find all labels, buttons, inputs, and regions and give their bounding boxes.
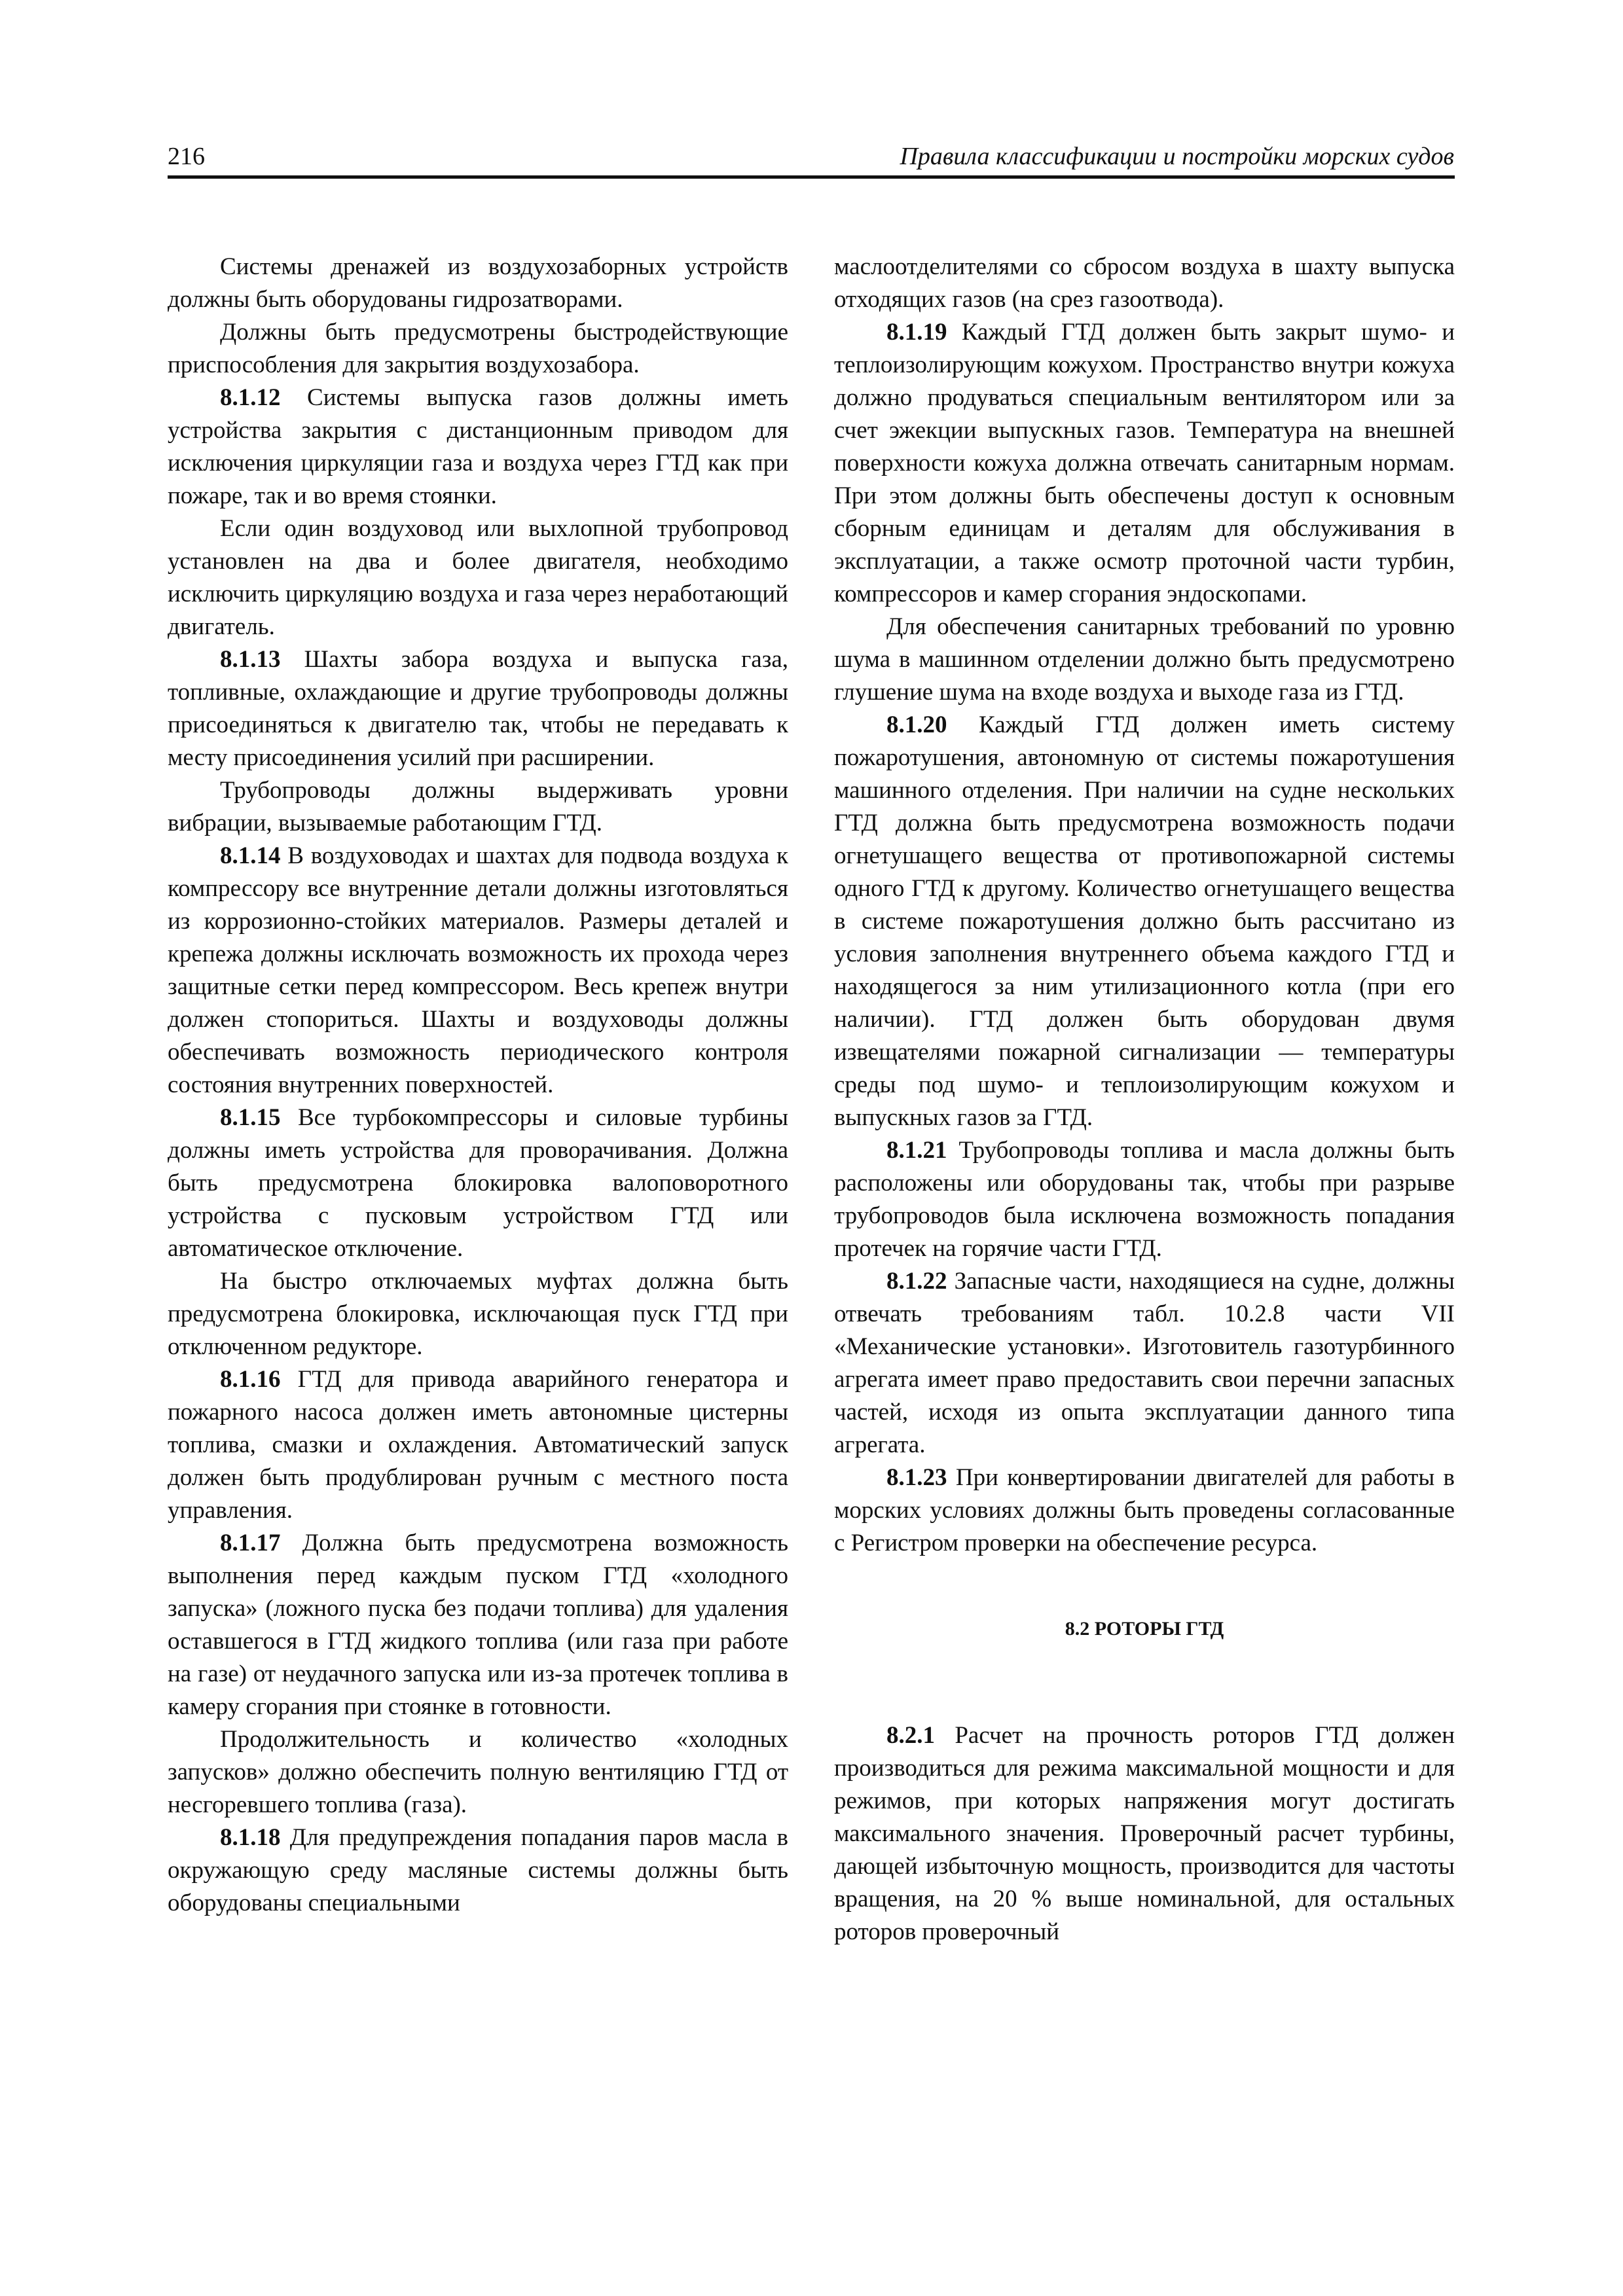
paragraph-text: На быстро отключаемых муфтах должна быть предусмотрена блокировка, исключающая пуск ГТД при отключенном редукторе. bbox=[168, 1268, 788, 1360]
clause-number: 8.1.18 bbox=[220, 1824, 281, 1851]
paragraph-text: Продолжительность и количество «холодных запусков» должно обеспечить полную вентиляцию ГТД от несгоревшего топлива (газа). bbox=[168, 1726, 788, 1818]
clause-number: 8.1.13 bbox=[220, 646, 281, 673]
clause-paragraph bbox=[168, 643, 788, 774]
right-column-bottom bbox=[834, 1719, 1455, 1948]
paragraph-text: Системы выпуска газов должны иметь устройства закрытия с дистанционным приводом для исключения циркуляции газа и воздуха через ГТД как при пожаре, так и во время стоянки. bbox=[168, 384, 788, 509]
paragraph bbox=[168, 251, 788, 316]
clause-number: 8.1.15 bbox=[220, 1104, 281, 1131]
paragraph-text: Трубопроводы должны выдерживать уровни вибрации, вызываемые работающим ГТД. bbox=[168, 777, 788, 836]
clause-number: 8.1.20 bbox=[886, 711, 947, 738]
section-heading: 8.2 РОТОРЫ ГТД bbox=[1065, 1618, 1224, 1640]
paragraph-text: В воздуховодах и шахтах для подвода воздуха к компрессору все внутренние детали должны изготовляться из коррозионно-стойких материалов. Размеры деталей и крепежа должны исключать возможность их прохода через защитные сетки перед компрессором. Весь крепеж внутри должен стопориться. Шахты и воздуховоды должны обеспечивать возможность периодического контроля состояния внутренних поверхностей. bbox=[168, 842, 788, 1098]
paragraph bbox=[168, 774, 788, 840]
paragraph bbox=[834, 251, 1455, 316]
paragraph-text: Для обеспечения санитарных требований по уровню шума в машинном отделении должно быть предусмотрено глушение шума на входе воздуха и выходе газа из ГТД. bbox=[834, 613, 1455, 706]
page-number: 216 bbox=[168, 143, 205, 170]
paragraph-text: Каждый ГТД должен быть закрыт шумо- и теплоизолирующим кожухом. Пространство внутри кожуха должно продуваться специальным вентилятором или за счет эжекции выпускных газов. Температура на внешней поверхности кожуха должна отвечать санитарным нормам. При этом должны быть обеспечены доступ к основным сборным единицам и деталям для обслуживания в эксплуатации, а также осмотр проточной части турбин, компрессоров и камер сгорания эндоскопами. bbox=[834, 319, 1455, 607]
clause-paragraph bbox=[168, 382, 788, 512]
paragraph bbox=[168, 1265, 788, 1363]
clause-number: 8.1.17 bbox=[220, 1530, 281, 1556]
paragraph-text: ГТД для привода аварийного генератора и пожарного насоса должен иметь автономные цистерны топлива, смазки и охлаждения. Автоматический запуск должен быть продублирован ручным с местного поста управления. bbox=[168, 1366, 788, 1524]
header-rule bbox=[168, 175, 1455, 179]
clause-number: 8.1.21 bbox=[886, 1137, 947, 1164]
paragraph bbox=[834, 611, 1455, 709]
clause-paragraph bbox=[834, 1265, 1455, 1462]
clause-number: 8.1.22 bbox=[886, 1268, 947, 1295]
paragraph-text: Системы дренажей из воздухозаборных устройств должны быть оборудованы гидрозатворами. bbox=[168, 253, 788, 313]
clause-paragraph bbox=[834, 1134, 1455, 1265]
paragraph bbox=[168, 1723, 788, 1821]
left-column bbox=[168, 251, 788, 1920]
paragraph-text: Для предупреждения попадания паров масла в окружающую среду масляные системы должны быть оборудованы специальными bbox=[168, 1824, 789, 1916]
right-column-top bbox=[834, 251, 1455, 1560]
paragraph-text: Запасные части, находящиеся на судне, должны отвечать требованиям табл. 10.2.8 части VII «Механические установки». Изготовитель газотурбинного агрегата имеет право предоставить свои перечни запасных частей, исходя из опыта эксплуатации данного типа агрегата. bbox=[834, 1268, 1455, 1458]
paragraph-text: Расчет на прочность роторов ГТД должен производиться для режима максимальной мощности и для режимов, при которых напряжения могут достигать максимального значения. Проверочный расчет турбины, дающей избыточную мощность, производится для частоты вращения, на 20 % выше номинальной, для остальных роторов проверочный bbox=[834, 1722, 1455, 1945]
clause-paragraph bbox=[834, 1719, 1455, 1948]
paragraph-text: Каждый ГТД должен иметь систему пожаротушения, автономную от системы пожаротушения машинного отделения. При наличии на судне нескольких ГТД должна быть предусмотрена возможность подачи огнетушащего вещества от противопожарной системы одного ГТД к другому. Количество огнетушащего вещества в системе пожаротушения должно быть рассчитано из условия заполнения внутреннего объема каждого ГТД и находящегося за ним утилизационного котла (при его наличии). ГТД должен быть оборудован двумя извещателями пожарной сигнализации — температуры среды под шумо- и теплоизолирующим кожухом и выпускных газов за ГТД. bbox=[834, 711, 1455, 1131]
clause-paragraph bbox=[834, 316, 1455, 611]
running-header-title: Правила классификации и постройки морских судов bbox=[900, 143, 1454, 170]
clause-paragraph bbox=[168, 1527, 788, 1723]
clause-number: 8.1.19 bbox=[886, 319, 947, 346]
paragraph-text: Шахты забора воздуха и выпуска газа, топливные, охлаждающие и другие трубопроводы должны присоединяться к двигателю так, чтобы не передавать к месту присоединения усилий при расширении. bbox=[168, 646, 788, 771]
paragraph-text: Должна быть предусмотрена возможность выполнения перед каждым пуском ГТД «холодного запуска» (ложного пуска без подачи топлива) для удаления оставшегося в ГТД жидкого топлива (или газа при работе на газе) от неудачного запуска или из-за протечек топлива в камеру сгорания при стоянке в готовности. bbox=[168, 1530, 788, 1720]
clause-number: 8.1.23 bbox=[886, 1464, 947, 1491]
clause-number: 8.1.12 bbox=[220, 384, 281, 411]
clause-paragraph bbox=[834, 709, 1455, 1134]
paragraph-text: Все турбокомпрессоры и силовые турбины должны иметь устройства для проворачивания. Должна быть предусмотрена блокировка валоповоротного устройства с пусковым устройством ГТД или автоматическое отключение. bbox=[168, 1104, 788, 1262]
paragraph-text: Должны быть предусмотрены быстродействующие приспособления для закрытия воздухозабора. bbox=[168, 319, 788, 378]
paragraph-text: маслоотделителями со сбросом воздуха в шахту выпуска отходящих газов (на срез газоотвода). bbox=[834, 253, 1455, 313]
clause-paragraph bbox=[168, 1821, 788, 1920]
right-column bbox=[834, 251, 1455, 1948]
clause-number: 8.1.14 bbox=[220, 842, 281, 869]
paragraph bbox=[168, 512, 788, 643]
clause-number: 8.1.16 bbox=[220, 1366, 281, 1393]
paragraph-text: При конвертировании двигателей для работы в морских условиях должны быть проведены согласованные с Регистром проверки на обеспечение ресурса. bbox=[834, 1464, 1455, 1556]
clause-paragraph bbox=[168, 1363, 788, 1527]
clause-paragraph bbox=[834, 1462, 1455, 1560]
clause-paragraph bbox=[168, 840, 788, 1102]
paragraph bbox=[168, 316, 788, 382]
clause-number: 8.2.1 bbox=[886, 1722, 935, 1749]
clause-paragraph bbox=[168, 1102, 788, 1265]
paragraph-text: Если один воздуховод или выхлопной трубопровод установлен на два и более двигателя, необходимо исключить циркуляцию воздуха и газа через неработающий двигатель. bbox=[168, 515, 788, 640]
paragraph-text: Трубопроводы топлива и масла должны быть расположены или оборудованы так, чтобы при разрыве трубопроводов была исключена возможность попадания протечек на горячие части ГТД. bbox=[834, 1137, 1455, 1262]
